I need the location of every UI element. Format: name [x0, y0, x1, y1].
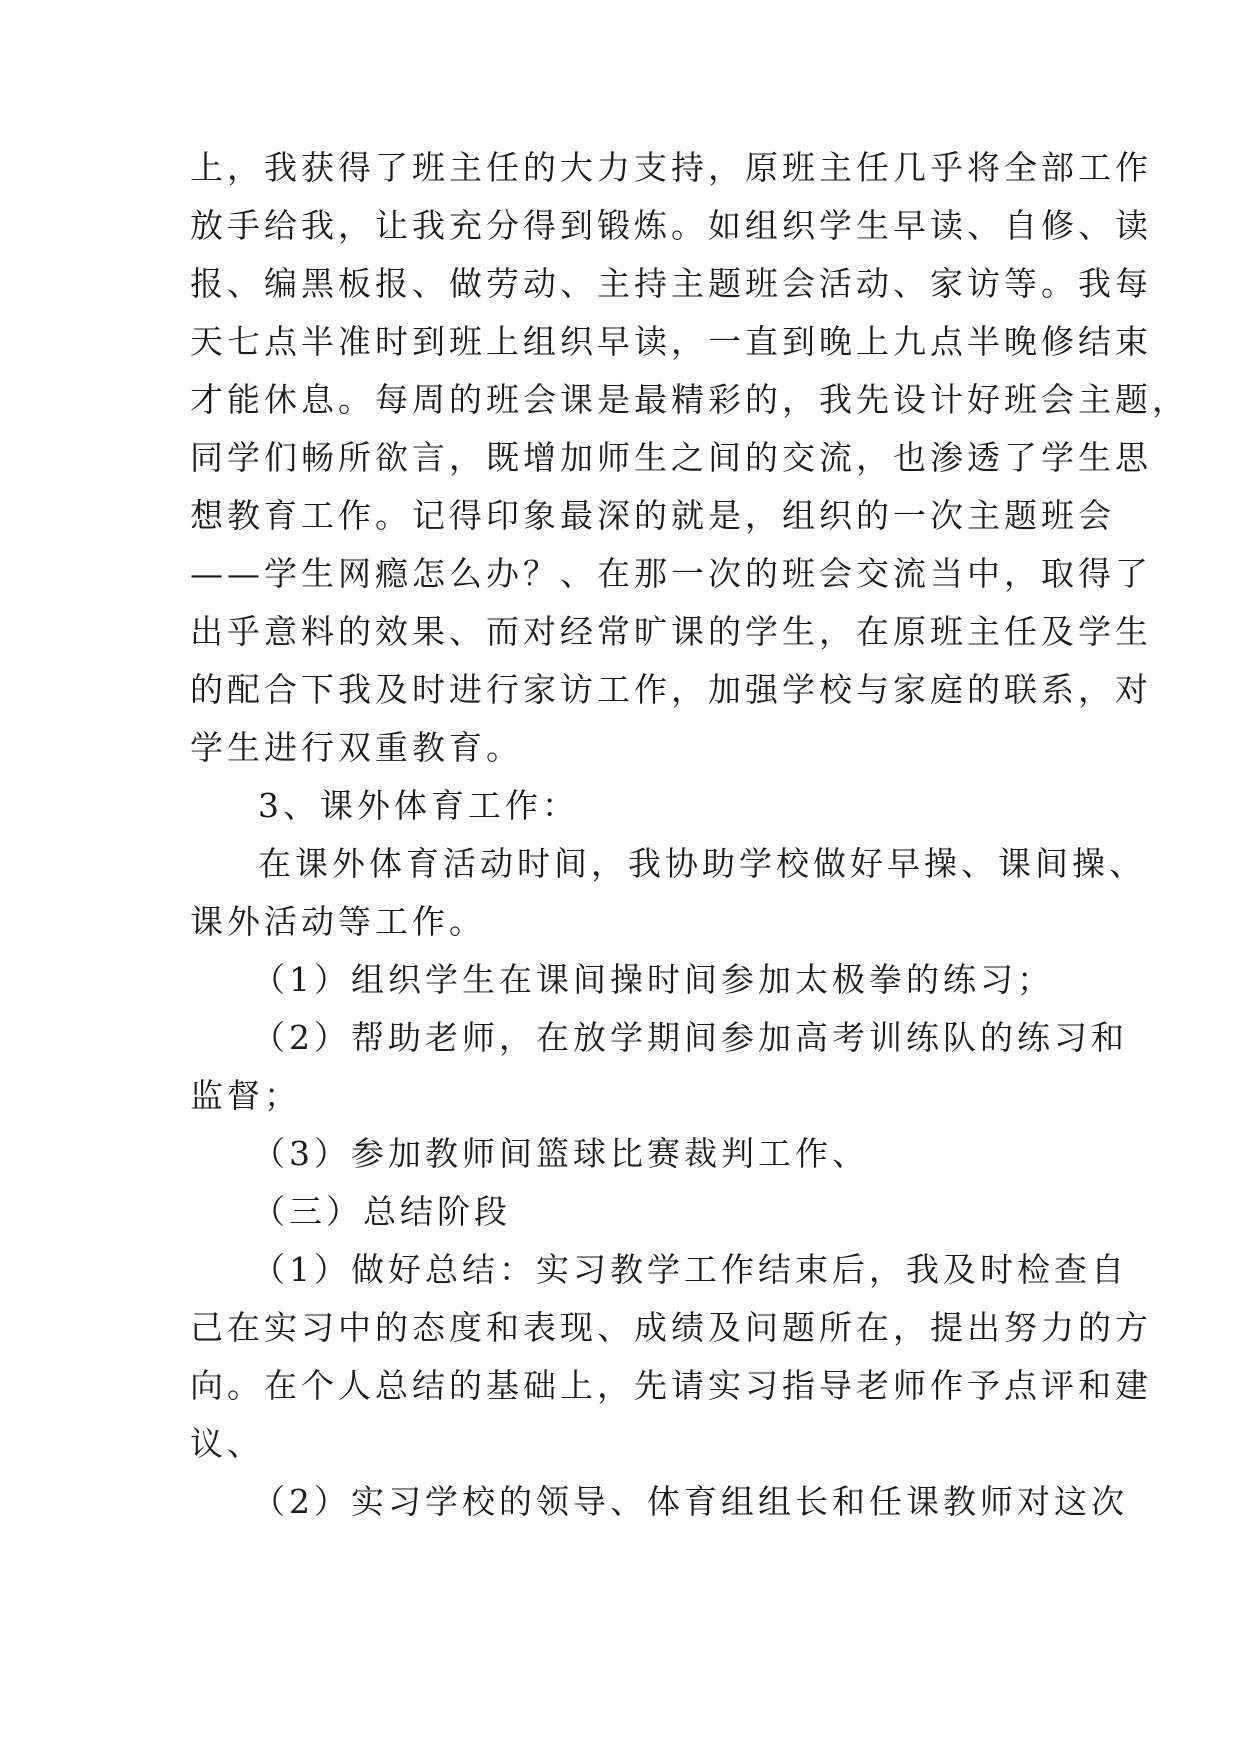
list-item: （2）帮助老师，在放学期间参加高考训练队的练习和 — [252, 1018, 1128, 1057]
list-item: （3）参加教师间篮球比赛裁判工作、 — [252, 1134, 869, 1173]
paragraph-line: 报、编黑板报、做劳动、主持主题班会活动、家访等。我每 — [190, 264, 1152, 303]
paragraph-line: 同学们畅所欲言，既增加师生之间的交流，也渗透了学生思 — [190, 438, 1152, 477]
paragraph-line: 想教育工作。记得印象最深的就是，组织的一次主题班会 — [190, 496, 1115, 535]
paragraph-line: 在课外体育活动时间，我协助学校做好早操、课间操、 — [258, 844, 1146, 883]
paragraph-line: 学生进行双重教育。 — [190, 728, 523, 767]
list-item: （1）做好总结：实习教学工作结束后，我及时检查自 — [252, 1250, 1128, 1289]
paragraph-line: 上，我获得了班主任的大力支持，原班主任几乎将全部工作 — [190, 148, 1152, 187]
paragraph-line: 议、 — [190, 1424, 264, 1463]
paragraph-line: 向。在个人总结的基础上，先请实习指导老师作予点评和建 — [190, 1366, 1152, 1405]
section-heading: （三）总结阶段 — [252, 1192, 511, 1231]
list-item: （1）组织学生在课间操时间参加太极拳的练习； — [252, 960, 1054, 999]
list-item: （2）实习学校的领导、体育组组长和任课教师对这次 — [252, 1482, 1128, 1521]
paragraph-line: 放手给我，让我充分得到锻炼。如组织学生早读、自修、读 — [190, 206, 1152, 245]
paragraph-line: 课外活动等工作。 — [190, 902, 486, 941]
paragraph-line: 天七点半准时到班上组织早读，一直到晚上九点半晚修结束 — [190, 322, 1152, 361]
paragraph-line: 出乎意料的效果、而对经常旷课的学生，在原班主任及学生 — [190, 612, 1152, 651]
paragraph-line: 的配合下我及时进行家访工作，加强学校与家庭的联系，对 — [190, 670, 1152, 709]
paragraph-line: 才能休息。每周的班会课是最精彩的，我先设计好班会主题， — [190, 380, 1189, 419]
paragraph-line: 监督； — [190, 1076, 301, 1115]
section-heading: 3、课外体育工作： — [258, 786, 579, 825]
paragraph-line: 己在实习中的态度和表现、成绩及问题所在，提出努力的方 — [190, 1308, 1152, 1347]
paragraph-line: ——学生网瘾怎么办？、在那一次的班会交流当中，取得了 — [190, 554, 1152, 593]
